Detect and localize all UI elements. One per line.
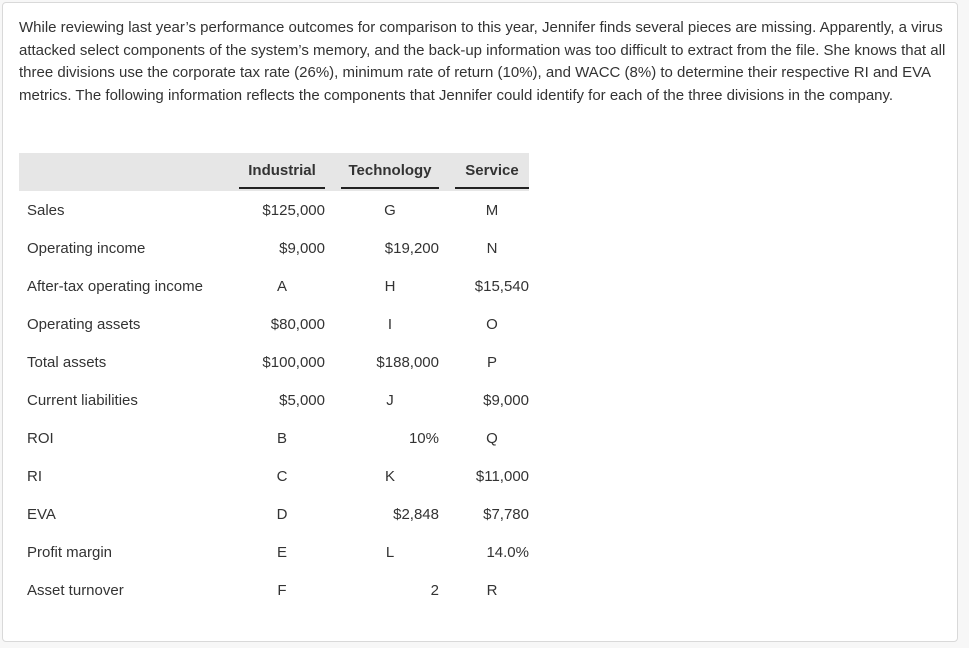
- header-blank: [19, 153, 239, 191]
- technology-value: G: [384, 201, 396, 219]
- row-label: Operating income: [27, 239, 146, 257]
- row-label: Asset turnover: [27, 581, 124, 599]
- service-value: P: [486, 353, 497, 371]
- service-value: Q: [486, 429, 498, 447]
- table-row: [19, 533, 529, 571]
- table-row: [19, 381, 529, 419]
- industrial-value: C: [276, 467, 288, 485]
- industrial-value: $5,000: [279, 391, 325, 409]
- technology-value: $188,000: [376, 353, 439, 371]
- industrial-value: $100,000: [262, 353, 325, 371]
- table-row: [19, 229, 529, 267]
- technology-value: H: [384, 277, 396, 295]
- service-value: $7,780: [483, 505, 529, 523]
- question-card: [2, 2, 958, 642]
- table-row: [19, 191, 529, 229]
- technology-value: $19,200: [384, 239, 439, 257]
- service-value: $15,540: [474, 277, 529, 295]
- table-row: [19, 495, 529, 533]
- row-label: After-tax operating income: [27, 277, 203, 295]
- division-data-table: [19, 153, 529, 609]
- service-value: $11,000: [475, 467, 529, 485]
- row-label: Current liabilities: [27, 391, 138, 409]
- row-label: Total assets: [27, 353, 107, 371]
- industrial-value: B: [276, 429, 287, 447]
- row-label: Sales: [27, 201, 65, 219]
- table-row: [19, 457, 529, 495]
- technology-value: 10%: [408, 429, 439, 447]
- technology-value: J: [386, 391, 394, 409]
- header-industrial: Industrial: [239, 153, 325, 191]
- technology-value: 2: [430, 581, 439, 599]
- service-value: O: [486, 315, 498, 333]
- table-row: [19, 419, 529, 457]
- row-label: EVA: [27, 505, 56, 523]
- table-row: [19, 571, 529, 609]
- technology-value: K: [384, 467, 395, 485]
- problem-statement: While reviewing last year’s performance outcomes for comparison to this year, Jennifer finds several pieces are missing. Apparently, a virus attacked select components of the system’s memory, and the back-up information was too difficult to extract from the file. She knows that all three divisions use the corporate tax rate (26%), minimum rate of return (10%), and WACC (8%) to determine their respective RI and EVA metrics. The following information reflects the components that Jennifer could identify for each of the three divisions in the company.: [19, 19, 946, 104]
- table-row: [19, 267, 529, 305]
- service-value: M: [485, 201, 499, 219]
- row-label: ROI: [27, 429, 54, 447]
- header-service: Service: [455, 153, 529, 191]
- industrial-value: D: [276, 505, 288, 523]
- industrial-value: $125,000: [262, 201, 325, 219]
- technology-value: I: [387, 315, 393, 333]
- table-row: [19, 305, 529, 343]
- row-label: RI: [27, 467, 42, 485]
- row-label: Profit margin: [27, 543, 113, 561]
- row-label: Operating assets: [27, 315, 141, 333]
- industrial-value: A: [276, 277, 287, 295]
- service-value: R: [486, 581, 498, 599]
- technology-value: $2,848: [393, 505, 439, 523]
- service-value: N: [486, 239, 498, 257]
- industrial-value: $80,000: [270, 315, 325, 333]
- table-row: [19, 343, 529, 381]
- industrial-value: $9,000: [279, 239, 325, 257]
- header-technology: Technology: [341, 153, 439, 191]
- industrial-value: E: [276, 543, 287, 561]
- table-header-row: [19, 153, 529, 191]
- industrial-value: F: [277, 581, 287, 599]
- service-value: 14.0%: [486, 543, 529, 561]
- technology-value: L: [385, 543, 395, 561]
- service-value: $9,000: [483, 391, 529, 409]
